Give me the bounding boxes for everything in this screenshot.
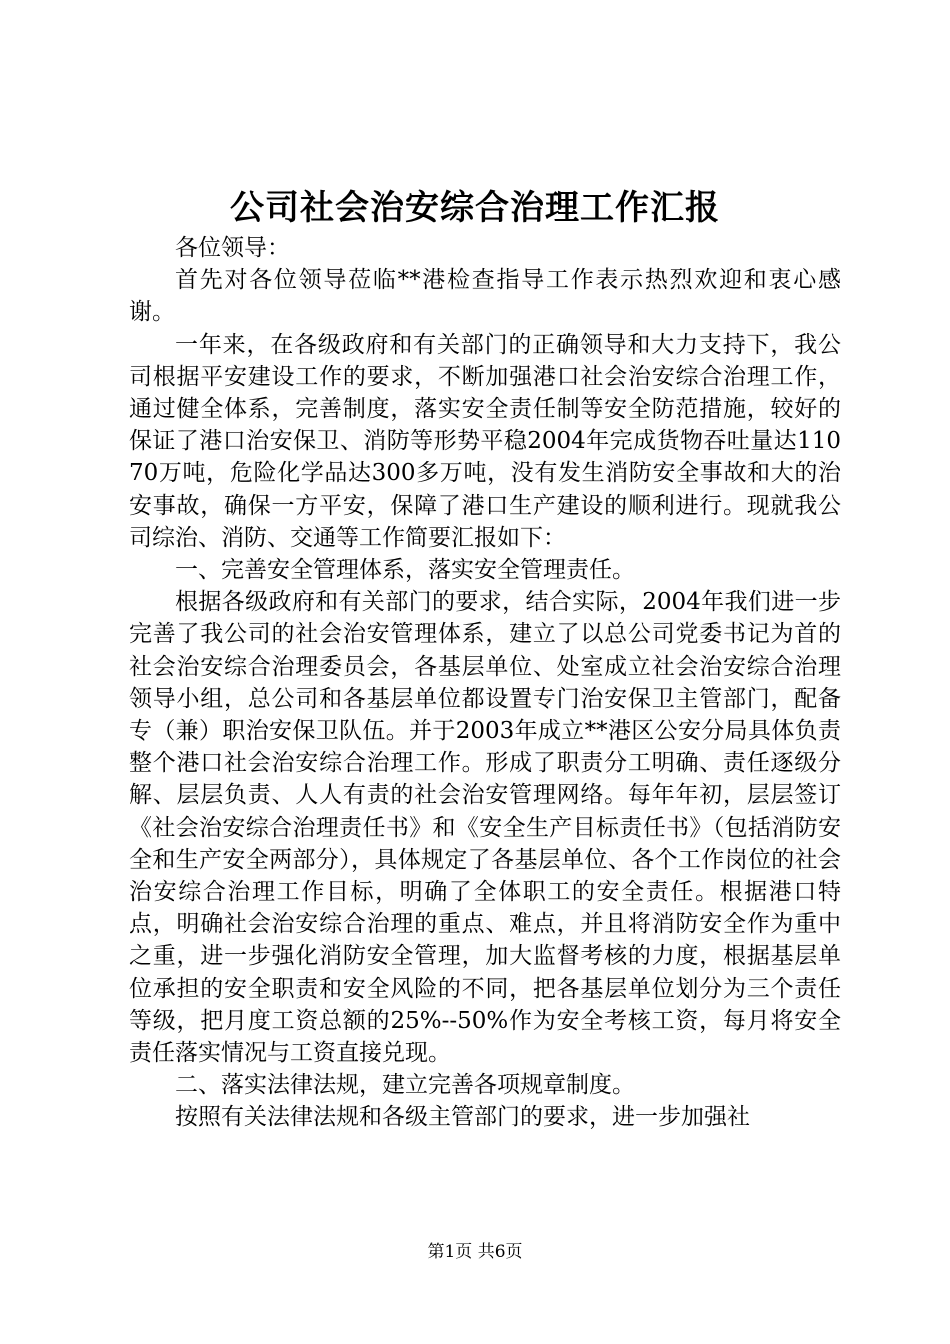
paragraph-welcome: 首先对各位领导莅临**港检查指导工作表示热烈欢迎和衷心感谢。 bbox=[129, 267, 841, 326]
document-title: 公司社会治安综合治理工作汇报 bbox=[230, 188, 720, 228]
salutation: 各位领导： bbox=[175, 235, 290, 261]
document-body bbox=[129, 232, 841, 1134]
paragraph-section-2: 按照有关法律法规和各级主管部门的要求，进一步加强社 bbox=[175, 1104, 750, 1131]
section-heading-1: 一、完善安全管理体系，落实安全管理责任。 bbox=[175, 557, 635, 584]
section-heading-2: 二、落实法律法规，建立完善各项规章制度。 bbox=[175, 1072, 635, 1099]
page-footer: 第1页 共6页 bbox=[427, 1242, 523, 1262]
paragraph-section-1: 根据各级政府和有关部门的要求，结合实际，2004年我们进一步完善了我公司的社会治安管理体系，建立了以总公司党委书记为首的社会治安综合治理委员会，各基层单位、处室成立社会治安综合治理领导小组，总公司和各基层单位都设置专门治安保卫主管部门，配备专（兼）职治安保卫队伍。并于2003年成立**港区公安分局具体负责整个港口社会治安综合治理工作。形成了职责分工明确、责任逐级分解、层层负责、人人有责的社会治安管理网络。每年年初，层层签订《社会治安综合治理责任书》和《安全生产目标责任书》（包括消防安全和生产安全两部分），具体规定了各基层单位、各个工作岗位的社会治安综合治理工作目标，明确了全体职工的安全责任。根据港口特点，明确社会治安综合治理的重点、难点，并且将消防安全作为重中之重，进一步强化消防安全管理，加大监督考核的力度，根据基层单位承担的安全职责和安全风险的不同，把各基层单位划分为三个责任等级，把月度工资总额的25%--50%作为安全考核工资，每月将安全责任落实情况与工资直接兑现。 bbox=[129, 589, 841, 1067]
paragraph-overview: 一年来，在各级政府和有关部门的正确领导和大力支持下，我公司根据平安建设工作的要求，不断加强港口社会治安综合治理工作，通过健全体系，完善制度，落实安全责任制等安全防范措施，较好的保证了港口治安保卫、消防等形势平稳2004年完成货物吞吐量达11070万吨，危险化学品达300多万吨，没有发生消防安全事故和大的治安事故，确保一方平安，保障了港口生产建设的顺利进行。现就我公司综治、消防、交通等工作简要汇报如下： bbox=[129, 331, 841, 551]
